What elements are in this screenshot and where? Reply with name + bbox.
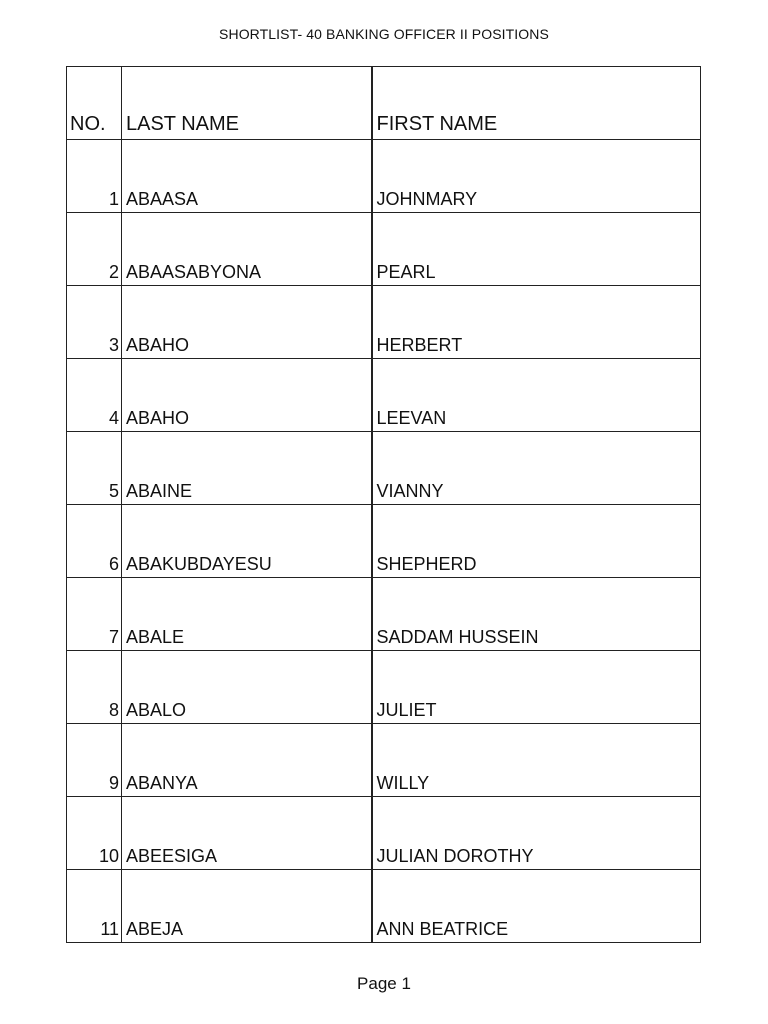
row-first-name: JOHNMARY	[372, 140, 701, 213]
page-number: Page 1	[357, 974, 411, 993]
row-number: 5	[67, 432, 122, 505]
row-number: 4	[67, 359, 122, 432]
row-first-name: ANN BEATRICE	[372, 870, 701, 943]
table-row	[67, 797, 701, 870]
row-last-name: ABEJA	[122, 870, 372, 943]
row-last-name: ABANYA	[122, 724, 372, 797]
row-last-name: ABALO	[122, 651, 372, 724]
row-first-name: LEEVAN	[372, 359, 701, 432]
header-no: NO.	[67, 67, 122, 140]
row-last-name: ABAHO	[122, 286, 372, 359]
table-row	[67, 870, 701, 943]
row-first-name: JULIET	[372, 651, 701, 724]
row-first-name: SHEPHERD	[372, 505, 701, 578]
row-last-name: ABALE	[122, 578, 372, 651]
table-row	[67, 359, 701, 432]
row-number: 7	[67, 578, 122, 651]
row-last-name: ABAINE	[122, 432, 372, 505]
row-first-name: SADDAM HUSSEIN	[372, 578, 701, 651]
row-first-name: JULIAN DOROTHY	[372, 797, 701, 870]
table-row	[67, 651, 701, 724]
row-number: 2	[67, 213, 122, 286]
table-row	[67, 505, 701, 578]
table-row	[67, 578, 701, 651]
row-first-name: PEARL	[372, 213, 701, 286]
row-first-name: VIANNY	[372, 432, 701, 505]
row-number: 10	[67, 797, 122, 870]
row-number: 11	[67, 870, 122, 943]
row-number: 6	[67, 505, 122, 578]
table-row	[67, 286, 701, 359]
row-last-name: ABAHO	[122, 359, 372, 432]
table-header-row	[67, 67, 701, 140]
table-row	[67, 140, 701, 213]
row-last-name: ABEESIGA	[122, 797, 372, 870]
row-number: 1	[67, 140, 122, 213]
row-last-name: ABAASA	[122, 140, 372, 213]
header-first-name: FIRST NAME	[372, 67, 701, 140]
row-number: 3	[67, 286, 122, 359]
row-last-name: ABAASABYONA	[122, 213, 372, 286]
table-row	[67, 213, 701, 286]
shortlist-table	[66, 66, 701, 943]
row-number: 8	[67, 651, 122, 724]
document-title: SHORTLIST- 40 BANKING OFFICER II POSITIONS	[219, 26, 549, 42]
row-last-name: ABAKUBDAYESU	[122, 505, 372, 578]
row-first-name: HERBERT	[372, 286, 701, 359]
table-row	[67, 724, 701, 797]
row-number: 9	[67, 724, 122, 797]
table-row	[67, 432, 701, 505]
header-last-name: LAST NAME	[122, 67, 372, 140]
row-first-name: WILLY	[372, 724, 701, 797]
